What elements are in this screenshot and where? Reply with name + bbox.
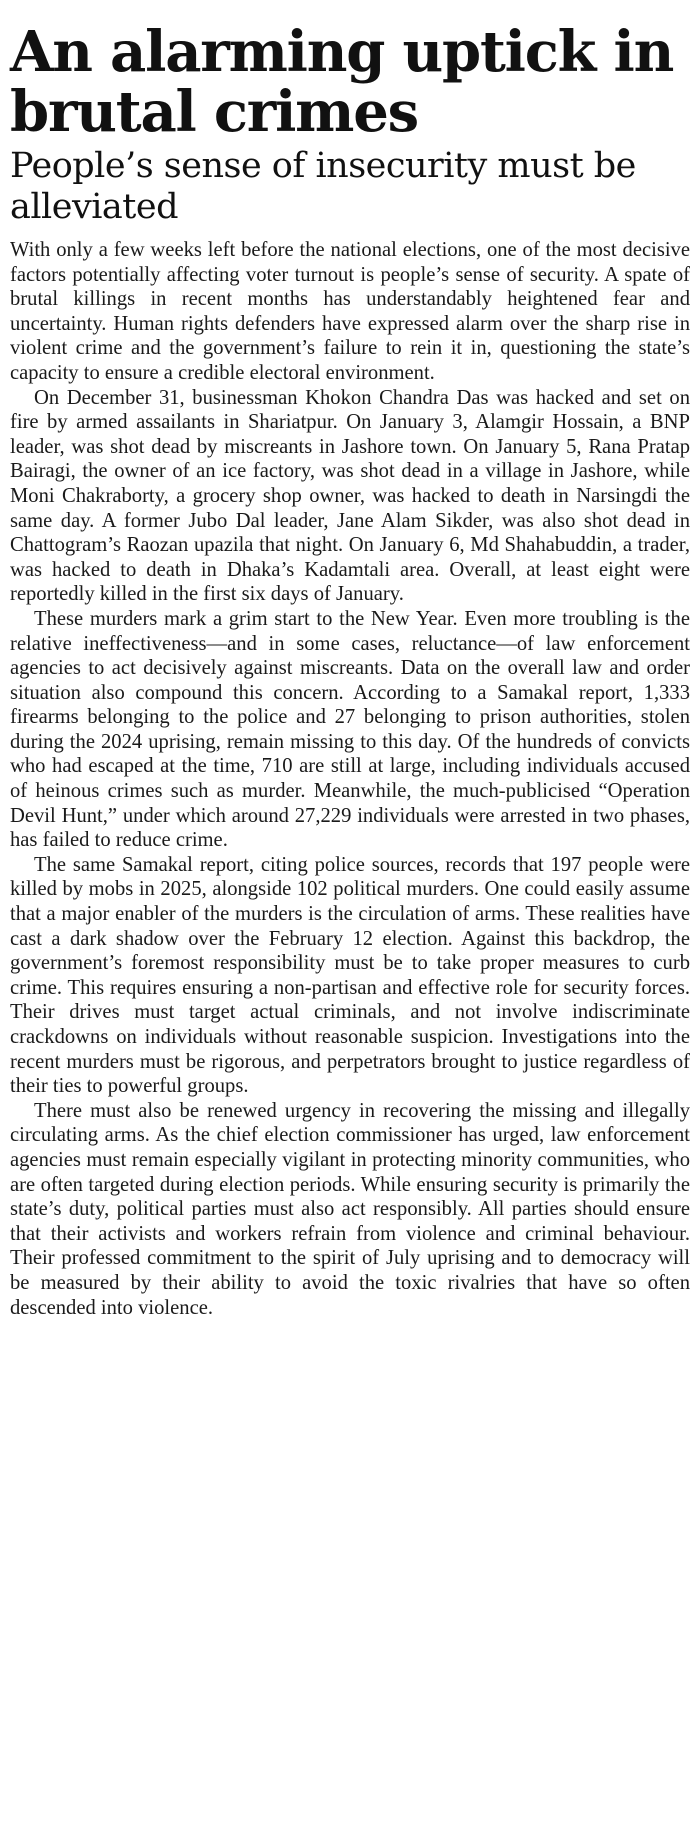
article-headline: An alarming uptick in brutal crimes xyxy=(10,19,674,145)
article-subheadline: People’s sense of insecurity must be alleviated xyxy=(10,146,636,227)
body-paragraph-1: With only a few weeks left before the national elections, one of the most decisive factors potentially affecting voter turnout is people’s sense of security. A spate of brutal killings in recent months has understandably heightened fear and uncertainty. Human rights defenders have expressed alarm over the sharp rise in violent crime and the government’s failure to rein it in, questioning the state’s capacity to ensure a credible electoral environment. xyxy=(10,239,690,384)
body-paragraph-3: These murders mark a grim start to the New Year. Even more troubling is the relative ineffectiveness—and in some cases, reluctance—of law enforcement agencies to act decisively against miscreants. Data on the overall law and order situation also compound this concern. According to a Samakal report, 1,333 firearms belonging to the police and 27 belonging to prison authorities, stolen during the 2024 uprising, remain missing to this day. Of the hundreds of convicts who had escaped at the time, 710 are still at large, including individuals accused of heinous crimes such as murder. Meanwhile, the much-publicised “Operation Devil Hunt,” under which around 27,229 individuals were arrested in two phases, has failed to reduce crime. xyxy=(10,607,690,852)
body-paragraph-4: The same Samakal report, citing police sources, records that 197 people were killed by mobs in 2025, alongside 102 political murders. One could easily assume that a major enabler of the murders is the circulation of arms. These realities have cast a dark shadow over the February 12 election. Against this backdrop, the government’s foremost responsibility must be to take proper measures to curb crime. This requires ensuring a non-partisan and effective role for security forces. Their drives must target actual criminals, and not involve indiscriminate crackdowns on individuals without reasonable suspicion. Investigations into the recent murders must be rigorous, and perpetrators brought to justice regardless of their ties to powerful groups. xyxy=(10,853,690,1098)
article-body xyxy=(10,238,690,1320)
body-paragraph-5: There must also be renewed urgency in recovering the missing and illegally circulating arms. As the chief election commissioner has urged, law enforcement agencies must remain especially vigilant in protecting minority communities, who are often targeted during election periods. While ensuring security is primarily the state’s duty, political parties must also act responsibly. All parties should ensure that their activists and workers refrain from violence and criminal behaviour. Their professed commitment to the spirit of July uprising and to democracy will be measured by their ability to avoid the toxic rivalries that have so often descended into violence. xyxy=(10,1099,690,1319)
body-paragraph-2: On December 31, businessman Khokon Chandra Das was hacked and set on fire by armed assailants in Shariatpur. On January 3, Alamgir Hossain, a BNP leader, was shot dead by miscreants in Jashore town. On January 5, Rana Pratap Bairagi, the owner of an ice factory, was shot dead in a village in Jashore, while Moni Chakraborty, a grocery shop owner, was hacked to death in Narsingdi the same day. A former Jubo Dal leader, Jane Alam Sikder, was also shot dead in Chattogram’s Raozan upazila that night. On January 6, Md Shahabuddin, a trader, was hacked to death in Dhaka’s Kadamtali area. Overall, at least eight were reportedly killed in the first six days of January. xyxy=(10,386,690,606)
